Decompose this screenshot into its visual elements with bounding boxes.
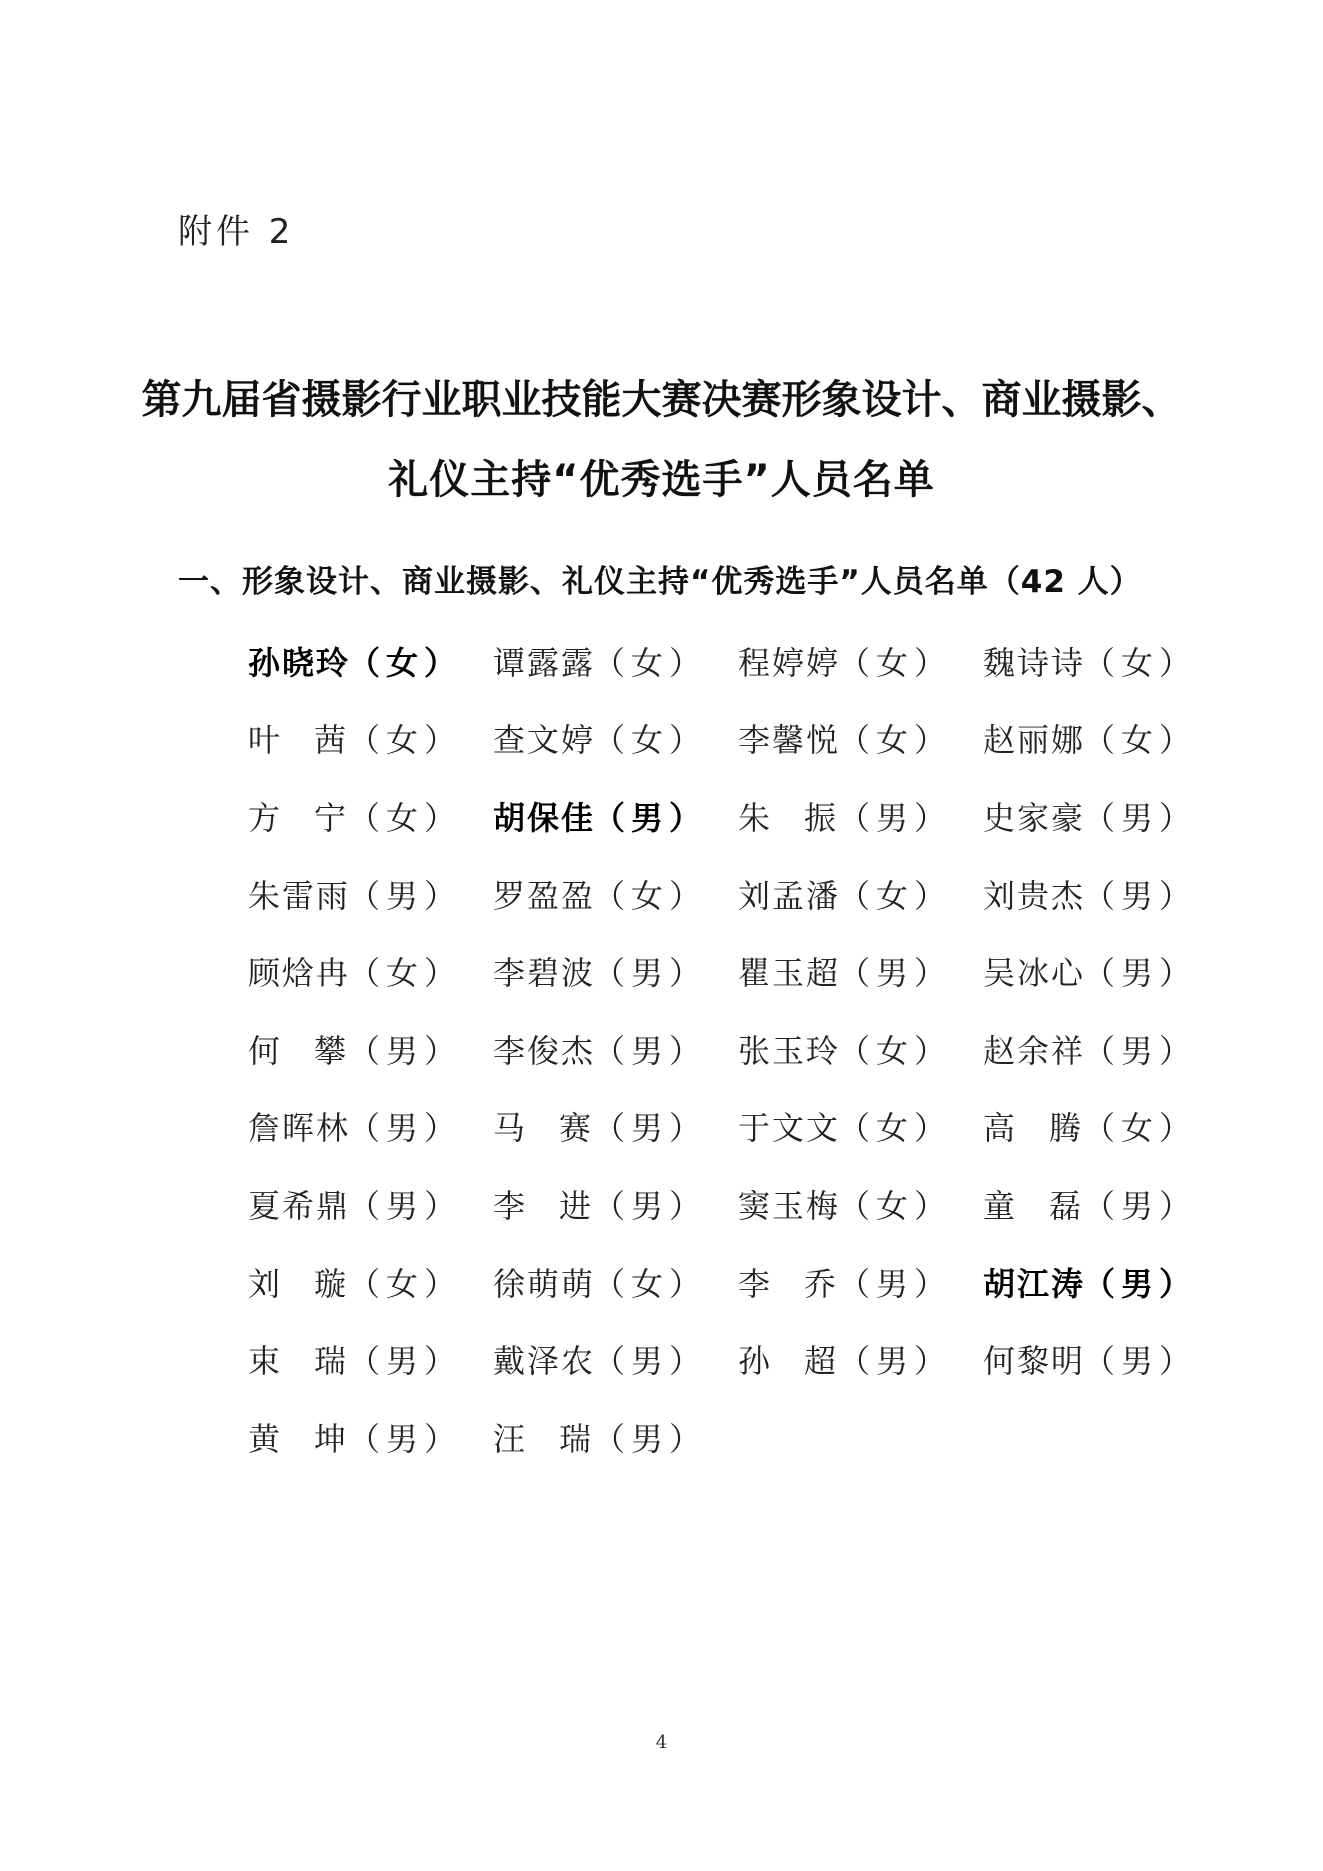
person-gender: （男）: [1083, 1031, 1198, 1070]
person-gender: （男）: [838, 1342, 953, 1381]
person-name: 罗盈盈: [493, 876, 596, 915]
list-item: [738, 855, 983, 933]
person-gender: （女）: [838, 643, 953, 682]
person-name: 高腾: [983, 1109, 1083, 1148]
person-name: 戴泽农: [493, 1342, 596, 1381]
person-gender: （男）: [348, 876, 463, 915]
person-gender: （男）: [1083, 1186, 1198, 1225]
person-gender: （男）: [1083, 1342, 1198, 1381]
list-item: [248, 1398, 493, 1476]
list-item: [738, 777, 983, 855]
person-name: 胡保佳: [493, 798, 596, 837]
person-gender: （女）: [1083, 1109, 1198, 1148]
person-name: 束瑞: [248, 1342, 348, 1381]
person-name: 赵丽娜: [983, 721, 1086, 760]
list-item: [248, 1010, 493, 1088]
person-name: 李馨悦: [738, 721, 841, 760]
person-gender: （女）: [838, 1186, 953, 1225]
person-gender: （男）: [593, 1031, 708, 1070]
list-item: [738, 932, 983, 1010]
document-title-line-2: 礼仪主持“优秀选手”人员名单: [388, 457, 935, 503]
person-gender: （女）: [838, 1031, 953, 1070]
person-name: 孙晓玲: [248, 643, 351, 682]
list-item: [983, 932, 1208, 1010]
person-name: 夏希鼎: [248, 1186, 351, 1225]
list-item: [493, 1398, 738, 1476]
list-item: [248, 1088, 493, 1166]
person-name: 程婷婷: [738, 643, 841, 682]
person-gender: （男）: [593, 1419, 708, 1458]
list-item: [983, 1010, 1208, 1088]
person-gender: （男）: [348, 1419, 463, 1458]
person-gender: （男）: [593, 1109, 708, 1148]
person-name: 李乔: [738, 1264, 838, 1303]
person-gender: （男）: [593, 798, 708, 837]
person-name: 徐萌萌: [493, 1264, 596, 1303]
person-name: 窦玉梅: [738, 1186, 841, 1225]
list-item: [493, 1088, 738, 1166]
list-item: [983, 1165, 1208, 1243]
person-gender: （男）: [348, 1031, 463, 1070]
person-name: 魏诗诗: [983, 643, 1086, 682]
person-name: 马赛: [493, 1109, 593, 1148]
person-gender: （男）: [593, 954, 708, 993]
list-item: [248, 1320, 493, 1398]
person-gender: （男）: [1083, 876, 1198, 915]
person-name: 赵余祥: [983, 1031, 1086, 1070]
list-item: [493, 855, 738, 933]
person-gender: （女）: [1083, 721, 1198, 760]
list-item: [493, 622, 738, 700]
list-item: [983, 1320, 1208, 1398]
list-item: [738, 700, 983, 778]
person-name: 瞿玉超: [738, 954, 841, 993]
list-item: [738, 622, 983, 700]
person-name: 刘孟潘: [738, 876, 841, 915]
list-item: [738, 1088, 983, 1166]
person-gender: （女）: [348, 1264, 463, 1303]
page-number: 4: [655, 1732, 668, 1753]
person-gender: （男）: [838, 954, 953, 993]
person-gender: （女）: [593, 643, 708, 682]
person-gender: （男）: [1083, 1264, 1198, 1303]
person-gender: （男）: [838, 1264, 953, 1303]
list-item: [248, 1165, 493, 1243]
attachment-label: 附件 2: [178, 212, 295, 252]
person-name: 方宁: [248, 798, 348, 837]
list-item: [248, 777, 493, 855]
person-gender: （女）: [348, 721, 463, 760]
person-name: 朱振: [738, 798, 838, 837]
person-name: 孙超: [738, 1342, 838, 1381]
list-item: [248, 700, 493, 778]
list-item: [248, 932, 493, 1010]
name-list: [248, 622, 1208, 1476]
person-gender: （男）: [593, 1186, 708, 1225]
person-name: 查文婷: [493, 721, 596, 760]
person-name: 朱雷雨: [248, 876, 351, 915]
person-gender: （男）: [838, 798, 953, 837]
person-gender: （女）: [593, 1264, 708, 1303]
list-item: [248, 1243, 493, 1321]
list-item: [983, 855, 1208, 933]
list-item: [738, 1165, 983, 1243]
person-gender: （男）: [593, 1342, 708, 1381]
list-item: [983, 622, 1208, 700]
person-gender: （男）: [348, 1109, 463, 1148]
person-gender: （女）: [838, 721, 953, 760]
person-name: 吴冰心: [983, 954, 1086, 993]
person-gender: （女）: [593, 721, 708, 760]
person-name: 李进: [493, 1186, 593, 1225]
list-item: [738, 1320, 983, 1398]
list-item: [493, 777, 738, 855]
person-gender: （女）: [348, 643, 463, 682]
person-gender: （女）: [348, 798, 463, 837]
list-item: [983, 700, 1208, 778]
list-item: [738, 1010, 983, 1088]
person-gender: （男）: [348, 1186, 463, 1225]
person-name: 张玉玲: [738, 1031, 841, 1070]
person-gender: （男）: [348, 1342, 463, 1381]
person-gender: （女）: [838, 876, 953, 915]
list-item: [983, 777, 1208, 855]
list-item: [738, 1243, 983, 1321]
list-item: [983, 1088, 1208, 1166]
person-name: 顾焓冉: [248, 954, 351, 993]
person-gender: （男）: [1083, 954, 1198, 993]
person-gender: （男）: [1083, 798, 1198, 837]
list-item: [493, 1010, 738, 1088]
person-name: 史家豪: [983, 798, 1086, 837]
list-item: [493, 932, 738, 1010]
person-name: 于文文: [738, 1109, 841, 1148]
person-name: 刘贵杰: [983, 876, 1086, 915]
list-item: [493, 1243, 738, 1321]
person-name: 汪瑞: [493, 1419, 593, 1458]
person-name: 叶茜: [248, 721, 348, 760]
list-item: [493, 1165, 738, 1243]
person-name: 胡江涛: [983, 1264, 1086, 1303]
section-heading: 一、形象设计、商业摄影、礼仪主持“优秀选手”人员名单（42 人）: [178, 564, 1142, 600]
document-title-line-1: 第九届省摄影行业职业技能大赛决赛形象设计、商业摄影、: [141, 377, 1182, 423]
person-name: 李俊杰: [493, 1031, 596, 1070]
person-name: 黄坤: [248, 1419, 348, 1458]
list-item: [493, 700, 738, 778]
person-name: 谭露露: [493, 643, 596, 682]
list-item: [248, 855, 493, 933]
list-item: [248, 622, 493, 700]
person-name: 李碧波: [493, 954, 596, 993]
person-name: 刘璇: [248, 1264, 348, 1303]
list-item: [493, 1320, 738, 1398]
person-gender: （女）: [1083, 643, 1198, 682]
person-name: 童磊: [983, 1186, 1083, 1225]
person-name: 何攀: [248, 1031, 348, 1070]
person-gender: （女）: [348, 954, 463, 993]
person-gender: （女）: [838, 1109, 953, 1148]
list-item: [983, 1243, 1208, 1321]
person-gender: （女）: [593, 876, 708, 915]
person-name: 詹晖林: [248, 1109, 351, 1148]
person-name: 何黎明: [983, 1342, 1086, 1381]
